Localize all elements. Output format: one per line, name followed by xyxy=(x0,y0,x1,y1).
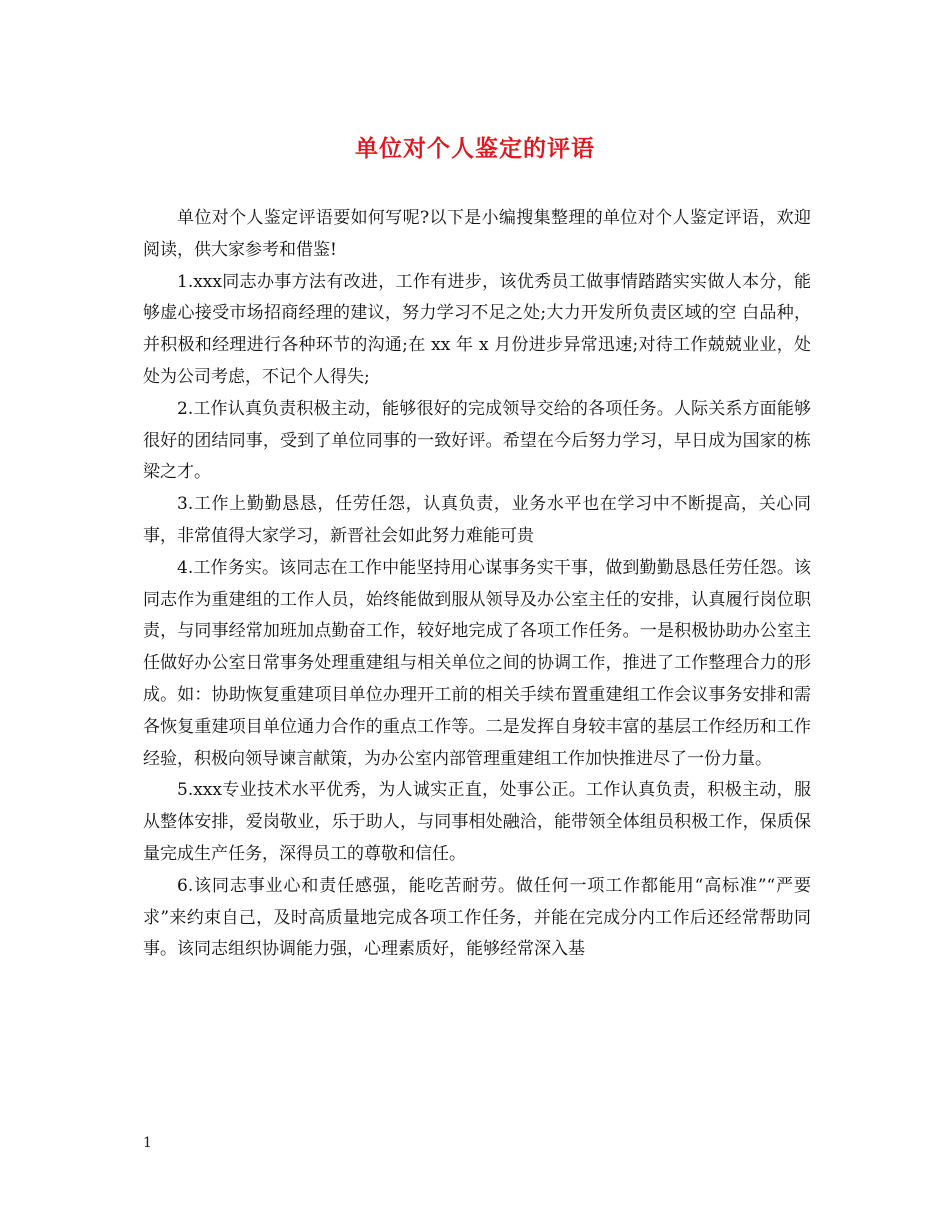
paragraph-6: 6.该同志事业心和责任感强，能吃苦耐劳。做任何一项工作都能用“高标准”“严要求”来约束自己，及时高质量地完成各项工作任务，并能在完成分内工作后还经常帮助同事。该同志组织协调能力强，心理素质好，能够经常深入基 xyxy=(143,875,811,960)
paragraph-1: 1.xxx同志办事方法有改进，工作有进步，该优秀员工做事情踏踏实实做人本分，能够虚心接受市场招商经理的建议，努力学习不足之处;大力开发所负责区域的空 白品种，并积极和经理进行各种环节的沟通;在 xx 年 x 月份进步异常迅速;对待工作兢兢业业，处处为公司考虑，不记个人得失; xyxy=(143,271,811,387)
intro-paragraph: 单位对个人鉴定评语要如何写呢?以下是小编搜集整理的单位对个人鉴定评语，欢迎阅读，供大家参考和借鉴! xyxy=(143,208,811,260)
paragraph-4: 4.工作务实。该同志在工作中能坚持用心谋事务实干事，做到勤勤恳恳任劳任怨。该同志作为重建组的工作人员，始终能做到服从领导及办公室主任的安排，认真履行岗位职责，与同事经常加班加点勤奋工作，较好地完成了各项工作任务。一是积极协助办公室主任做好办公室日常事务处理重建组与相关单位之间的协调工作，推进了工作整理合力的形成。如：协助恢复重建项目单位办理开工前的相关手续布置重建组工作会议事务安排和需各恢复重建项目单位通力合作的重点工作等。二是发挥自身较丰富的基层工作经历和工作经验，积极向领导谏言献策，为办公室内部管理重建组工作加快推进尽了一份力量。 xyxy=(143,557,811,769)
paragraph-3: 3.工作上勤勤恳恳，任劳任怨，认真负责，业务水平也在学习中不断提高，关心同事，非常值得大家学习，新晋社会如此努力难能可贵 xyxy=(143,494,811,546)
document-title: 单位对个人鉴定的评语 xyxy=(355,135,595,162)
paragraph-2: 2.工作认真负责积极主动，能够很好的完成领导交给的各项任务。人际关系方面能够很好的团结同事，受到了单位同事的一致好评。希望在今后努力学习，早日成为国家的栋梁之才。 xyxy=(143,398,811,483)
document-body xyxy=(143,203,811,966)
page-number: 1 xyxy=(143,1135,152,1151)
paragraph-5: 5.xxx专业技术水平优秀，为人诚实正直，处事公正。工作认真负责，积极主动，服从整体安排，爱岗敬业，乐于助人，与同事相处融洽，能带领全体组员积极工作，保质保量完成生产任务，深得员工的尊敬和信任。 xyxy=(143,780,811,864)
